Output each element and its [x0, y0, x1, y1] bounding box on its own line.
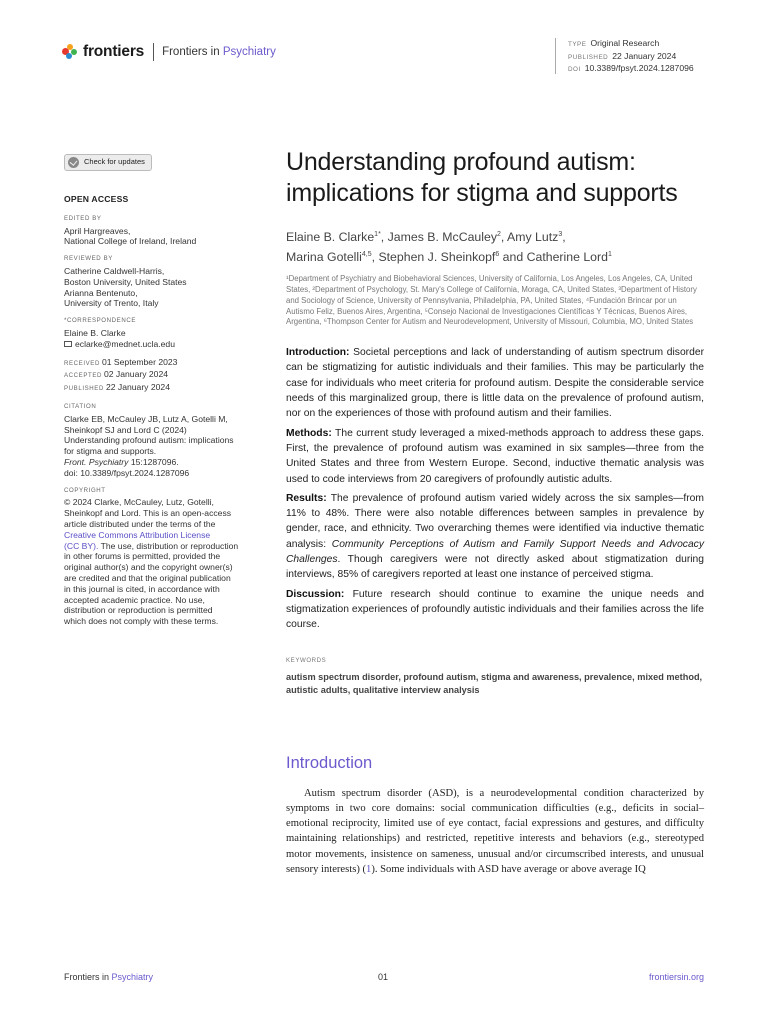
- abstract: [286, 345, 704, 632]
- license-link[interactable]: Creative Commons Attribution License: [64, 529, 211, 540]
- citation-doi[interactable]: doi: 10.3389/fpsyt.2024.1287096: [64, 467, 190, 478]
- author-list: Elaine B. Clarke$^{1*}$, James B. McCauley$^2$, Amy Lutz$^3$, Marina Gotelli$^{4,5}$, Stephen J. Sheinkopf$^6$ and Catherine Lord$^1$: [286, 230, 612, 265]
- author[interactable]: Amy Lutz$^3$: [507, 230, 563, 245]
- page-header: [62, 40, 712, 76]
- license-link-cc-by[interactable]: (CC BY).: [64, 540, 99, 551]
- article-type: TYPE Original Research: [568, 38, 660, 48]
- journal-logo[interactable]: [62, 43, 276, 61]
- mail-icon: [64, 341, 72, 347]
- open-access-label: OPEN ACCESS: [64, 194, 129, 204]
- keywords-label: KEYWORDS: [286, 656, 327, 664]
- check-updates-button[interactable]: Check for updates: [64, 154, 152, 171]
- edited-by: EDITED BY April Hargreaves, National College of Ireland, Ireland: [64, 214, 197, 247]
- copyright: COPYRIGHT © 2024 Clarke, McCauley, Lutz, Gotelli, Sheinkopf and Lord. This is an open-access article distributed under the terms of the Creative Commons Attribution License (CC BY). The use, distribution or reproduction in other forums is permitted, provided the original author(s) and the copyright owner(s) are credited and that the original publication in this journal is cited, in accordance with accepted academic practice. No use, distribution or reproduction is permitted which does not comply with these terms.: [64, 486, 244, 627]
- footer-site-link[interactable]: frontiersin.org: [648, 972, 704, 982]
- section-heading-introduction: Introduction: [286, 753, 373, 772]
- author[interactable]: Stephen J. Sheinkopf$^6$: [378, 250, 500, 265]
- correspondence-email[interactable]: eclarke@mednet.ucla.edu: [64, 339, 244, 350]
- citation: CITATION Clarke EB, McCauley JB, Lutz A, Gotelli M, Sheinkopf SJ and Lord C (2024) Understanding profound autism: implications for stigma and supports. Front. Psychiatry 15:1287096. doi: 10.3389/fpsyt.2024.1287096: [64, 402, 244, 479]
- abstract-results: Results: The prevalence of profound autism varied widely across the six samples—from 11% to 48%. There were also notable differences between samples in prevalence by gender, race, and ethnicity. Two overarching themes were identified via inductive thematic analysis: Community Perceptions of Autism and Family Support Needs and Advocacy Challenges. Though caregivers were not directly asked about stigmatization during interviews, 85% of caregivers reported at least one instance of perceived stigma.: [286, 492, 704, 581]
- article-main: [286, 147, 704, 877]
- abstract-discussion: Discussion: Future research should continue to examine the unique needs and stigmatization experiences of profoundly autistic individuals and their families across the life course.: [286, 588, 704, 631]
- footer-journal: Frontiers in Psychiatry: [64, 972, 154, 982]
- frontiers-logo-icon: [62, 44, 78, 60]
- article-published: PUBLISHED 22 January 2024: [568, 50, 677, 61]
- correspondence: *CORRESPONDENCE Elaine B. Clarke eclarke@mednet.ucla.edu: [64, 316, 244, 349]
- affiliations: ¹Department of Psychiatry and Biobehavioral Sciences, University of California, Los Angeles, Los Angeles, CA, United States, ²Department of Psychology, St. Mary's College of California, Moraga, CA, United States, ³Department of History and Sociology of Science, University of Pennsylvania, Philadelphia, PA, United States, ⁴Fundación Brincar por un Autismo Feliz, Buenos Aires, Argentina, ⁵Consejo Nacional de Investigaciones Científicas Y Técnicas, Buenos Aires, Argentina, ⁶Thompson Center for Autism and Neurodevelopment, University of Missouri, Columbia, MO, United States: [286, 274, 697, 327]
- page-number: 01: [378, 972, 389, 982]
- author[interactable]: Marina Gotelli$^{4,5}$: [286, 250, 372, 265]
- keywords: autism spectrum disorder, profound autism, stigma and awareness, prevalence, mixed method, autistic adults, qualitative interview analysis: [286, 671, 703, 695]
- logo-divider: [153, 43, 154, 61]
- abstract-introduction: Introduction: Societal perceptions and lack of understanding of autism spectrum disorder can be stigmatizing for autistic individuals and their families. This may be particularly the case for individuals who meet criteria for profound autism. Despite the considerable service needs of this marginalized group, there is little data on the prevalence of profound autism, nor on the experiences of those with profound autism and their families.: [286, 347, 704, 420]
- author[interactable]: Catherine Lord$^1$: [526, 250, 612, 265]
- article-doi[interactable]: DOI 10.3389/fpsyt.2024.1287096: [568, 63, 694, 73]
- article-dates: RECEIVED 01 September 2023 ACCEPTED 02 January 2024 PUBLISHED 22 January 2024: [64, 356, 178, 393]
- brand-name: frontiers: [83, 43, 145, 60]
- body-paragraph: Autism spectrum disorder (ASD), is a neurodevelopmental condition characterized by symptoms in two core domains: social communication difficulties (e.g., deficits in social–emotional reciprocity, limited use of eye contact, facial expressions and gestures, and difficulty maintaining relationships) and restricted, repetitive interests and behaviors (e.g., stereotyped motor movements, insistence on sameness, unusual and/or circumscribed interests, and unusual sensory interests) (1). Some individuals with ASD have average or above average IQ: [286, 787, 704, 875]
- check-icon: [68, 157, 79, 168]
- reference-link[interactable]: 1: [366, 864, 372, 875]
- abstract-methods: Methods: The current study leveraged a mixed-methods approach to address these gaps. First, the prevalence of profound autism was examined in six samples—three from the United States and three from Western Europe. Second, inductive thematic analysis was used to code interviews from 20 caregivers of profoundly autistic adults.: [286, 427, 704, 485]
- journal-title: Frontiers in Psychiatry: [162, 46, 276, 58]
- article-meta: [555, 38, 694, 74]
- author[interactable]: James B. McCauley$^2$: [387, 230, 501, 245]
- reviewed-by: REVIEWED BY Catherine Caldwell-Harris, Boston University, United States Arianna Bentenuto, University of Trento, Italy: [64, 255, 187, 309]
- article-title: Understanding profound autism: implications for stigma and supports: [286, 148, 678, 207]
- author[interactable]: Elaine B. Clarke$^{1*}$: [286, 230, 381, 245]
- sidebar: [64, 154, 244, 634]
